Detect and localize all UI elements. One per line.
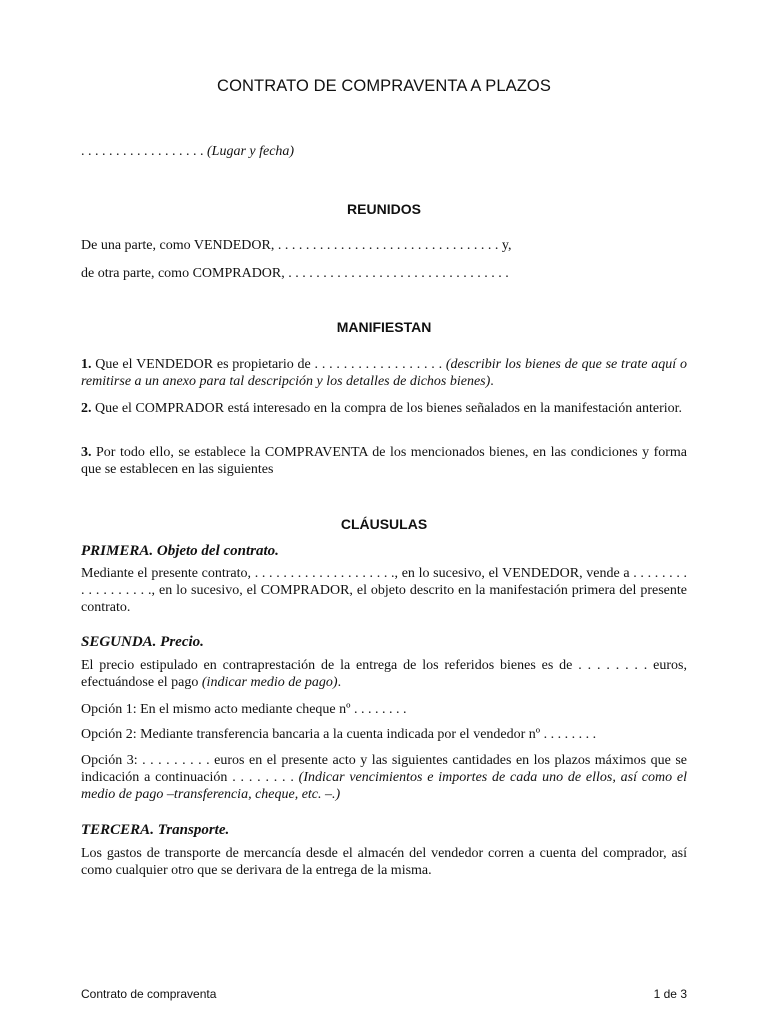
manifiesta-item-1 [81, 357, 687, 390]
item-number: 1. [81, 357, 92, 372]
clause-tercera-text: Los gastos de transporte de mercancía desde el almacén del vendedor corren a cuenta del comprador, así como cualquier otro que se derivara de la entrega de la misma. [81, 846, 687, 878]
place-dots: . . . . . . . . . . . . . . . . . . [81, 144, 204, 159]
clause-tercera-title: TERCERA. Transporte. [81, 822, 230, 838]
reunidos-line-2: de otra parte, como COMPRADOR, . . . . . . . . . . . . . . . . . . . . . . . . . . . . . . . . [81, 266, 509, 281]
manifiesta-item-3 [81, 445, 687, 478]
segunda-text: El precio estipulado en contraprestación de la entrega de los referidos bienes es de . . . . . . . . euros, efectuándose el pago [81, 658, 687, 690]
heading-clausulas: CLÁUSULAS [340, 516, 428, 532]
clause-segunda-title: SEGUNDA. Precio. [81, 634, 204, 650]
heading-reunidos: REUNIDOS [347, 201, 421, 217]
clause-segunda-text [81, 657, 687, 691]
opcion-3-text: Opción 3: . . . . . . . . . euros en el presente acto y las siguientes cantidades en los plazos máximos que se indicación a continuación . . . . . . . . [81, 753, 687, 785]
item-text: Que el COMPRADOR está interesado en la compra de los bienes señalados en la manifestación anterior. [91, 401, 683, 416]
clause-primera-title: PRIMERA. Objeto del contrato. [81, 543, 279, 559]
item-number: 3. [81, 445, 92, 460]
segunda-italic: (indicar medio de pago) [201, 675, 338, 690]
segunda-opcion-3 [81, 752, 687, 803]
item-tail: . [490, 373, 494, 389]
footer-document-name: Contrato de compraventa [81, 987, 217, 1001]
reunidos-line-1: De una parte, como VENDEDOR, . . . . . . . . . . . . . . . . . . . . . . . . . . . . . . . . y, [81, 238, 512, 253]
place-label: (Lugar y fecha) [207, 144, 295, 159]
segunda-opcion-1: Opción 1: En el mismo acto mediante cheque nº . . . . . . . . [81, 702, 407, 717]
manifiesta-item-2 [81, 401, 687, 418]
place-and-date [81, 144, 294, 160]
segunda-opcion-2: Opción 2: Mediante transferencia bancaria a la cuenta indicada por el vendedor nº . . . . . . . . [81, 727, 597, 742]
clause-primera-text: Mediante el presente contrato, . . . . . . . . . . . . . . . . . . . ., en lo sucesivo, el VENDEDOR, vende a . . . . . . . . . . . . . . . . . ., en lo sucesivo, el COMPRADOR, el objeto descrito en la manifestación primera del presente contrato. [81, 566, 687, 615]
item-italic: (describir los bienes de que se trate aquí o remitirse a un anexo para tal descripción y los detalles de dichos bienes) [81, 357, 687, 389]
document-title: CONTRATO DE COMPRAVENTA A PLAZOS [217, 77, 551, 95]
item-number: 2. [81, 401, 92, 416]
item-text: Que el VENDEDOR es propietario de . . . . . . . . . . . . . . . . . . [91, 357, 446, 372]
segunda-tail: . [337, 675, 342, 690]
opcion-3-italic: (Indicar vencimientos e importes de cada uno de ellos, así como el medio de pago –transferencia, cheque, etc. –.) [81, 770, 687, 802]
item-text: Por todo ello, se establece la COMPRAVENTA de los mencionados bienes, en las condiciones y forma que se establecen en las siguientes [81, 445, 687, 477]
footer-page-number: 1 de 3 [653, 987, 687, 1001]
heading-manifiestan: MANIFIESTAN [336, 319, 432, 335]
